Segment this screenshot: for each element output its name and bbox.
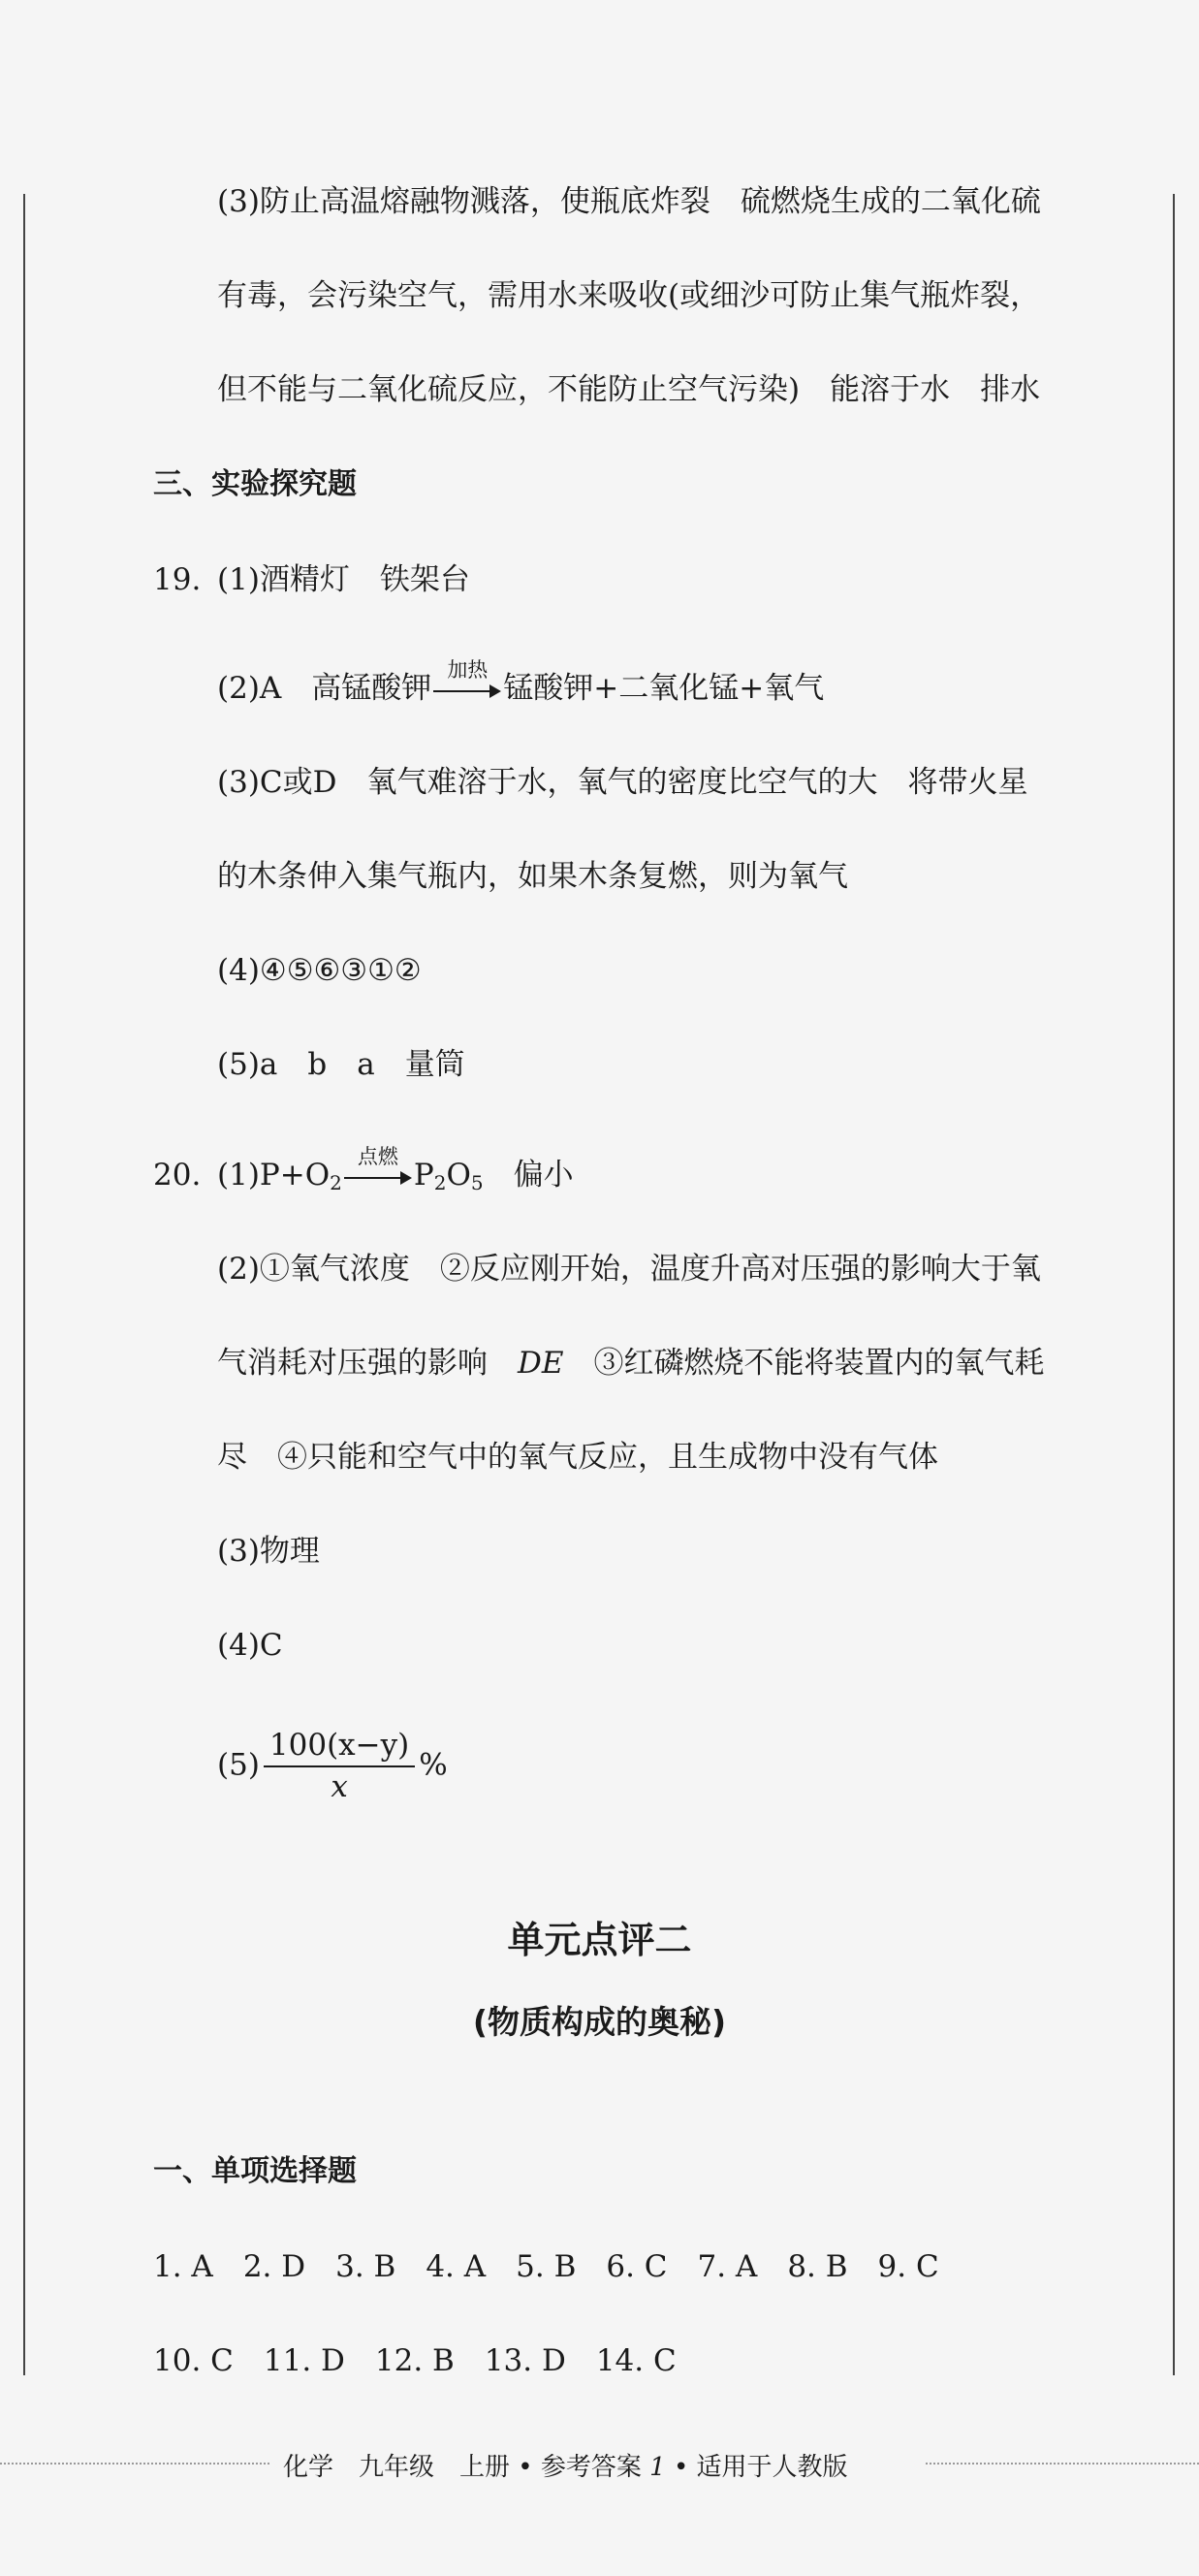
footer-dotted-rule-left [0,2463,269,2465]
q20-reactants: (1)P+O [217,1158,331,1193]
q20-answer-2-text-a: 气消耗对压强的影响 [217,1346,518,1381]
q20-answer-2-text-c: ③红磷燃烧不能将装置内的氧气耗 [563,1346,1045,1381]
unit-subtitle: (物质构成的奥秘) [472,2003,727,2041]
q20-answer-2-line-3: 尽 ④只能和空气中的氧气反应，且生成物中没有气体 [217,1440,938,1475]
q19-answer-5: (5)a b a 量筒 [217,1047,465,1082]
footer-text: 化学 九年级 上册 • 参考答案 [283,2453,642,2482]
q20-product-o: O [446,1158,471,1193]
q20-answer-4: (4)C [217,1628,283,1663]
unit-title: 单元点评二 [507,1919,692,1961]
footer-edition: • 适用于人教版 [673,2453,848,2482]
choice-answers-row-1: 1. A 2. D 3. B 4. A 5. B 6. C 7. A 8. B 9. C [153,2249,939,2284]
q20-subscript: 2 [433,1171,447,1194]
choice-answers-row-2: 10. C 11. D 12. B 13. D 14. C [153,2343,677,2378]
q19-answer-3-line-1: (3)C或D 氧气难溶于水，氧气的密度比空气的大 将带火星 [217,765,1028,800]
q20-number: 20. [153,1158,202,1193]
reaction-arrow-icon [344,1144,412,1192]
percent-sign: % [419,1747,448,1783]
q20-answer-2-de: DE [518,1346,564,1381]
q20-answer-2-line-1: (2)①氧气浓度 ②反应刚开始，温度升高对压强的影响大于氧 [217,1252,1041,1287]
fraction-denominator: x [331,1769,348,1805]
fraction-numerator: 100(x−y) [264,1728,415,1767]
q18-answer-line-3: 但不能与二氧化硫反应，不能防止空气污染) 能溶于水 排水 [217,372,1041,407]
page-footer [0,2443,1199,2482]
q20-answer-5 [217,1728,448,1805]
q19-answer-2-reactant: (2)A 高锰酸钾 [217,671,432,706]
q20-subscript: 5 [470,1171,484,1194]
section-heading-experiment: 三、实验探究题 [153,467,357,501]
reaction-arrow-icon [433,657,501,705]
q20-answer-5-label: (5) [217,1747,260,1783]
q19-answer-3-line-2: 的木条伸入集气瓶内，如果木条复燃，则为氧气 [217,859,848,894]
footer-page-number: 1 [649,2453,666,2482]
q19-answer-4: (4)④⑤⑥③①② [217,953,422,988]
q19-answer-1: (1)酒精灯 铁架台 [217,562,470,597]
left-margin-line [23,194,25,2375]
q19-answer-2 [217,657,825,707]
q18-answer-line-2: 有毒，会污染空气，需用水来吸收(或细沙可防止集气瓶炸裂， [217,278,1041,313]
q19-number: 19. [153,562,202,597]
footer-dotted-rule-right [926,2463,1199,2465]
right-margin-line [1173,194,1175,2375]
footer-label [283,2447,848,2483]
q18-answer-line-1: (3)防止高温熔融物溅落，使瓶底炸裂 硫燃烧生成的二氧化硫 [217,184,1041,219]
q20-subscript: 2 [330,1171,342,1194]
reaction-condition-heat: 加热 [447,657,489,682]
fraction [264,1728,415,1805]
section-heading-single-choice: 一、单项选择题 [153,2154,357,2188]
q19-answer-2-products: 锰酸钾+二氧化锰+氧气 [503,671,825,706]
q20-answer-2-line-2 [217,1346,1044,1382]
reaction-condition-ignite: 点燃 [357,1144,398,1168]
q20-answer-1-tail: 偏小 [483,1158,574,1193]
q20-product-p: P [413,1158,434,1193]
q20-answer-3: (3)物理 [217,1534,320,1569]
q20-answer-1 [217,1144,574,1194]
